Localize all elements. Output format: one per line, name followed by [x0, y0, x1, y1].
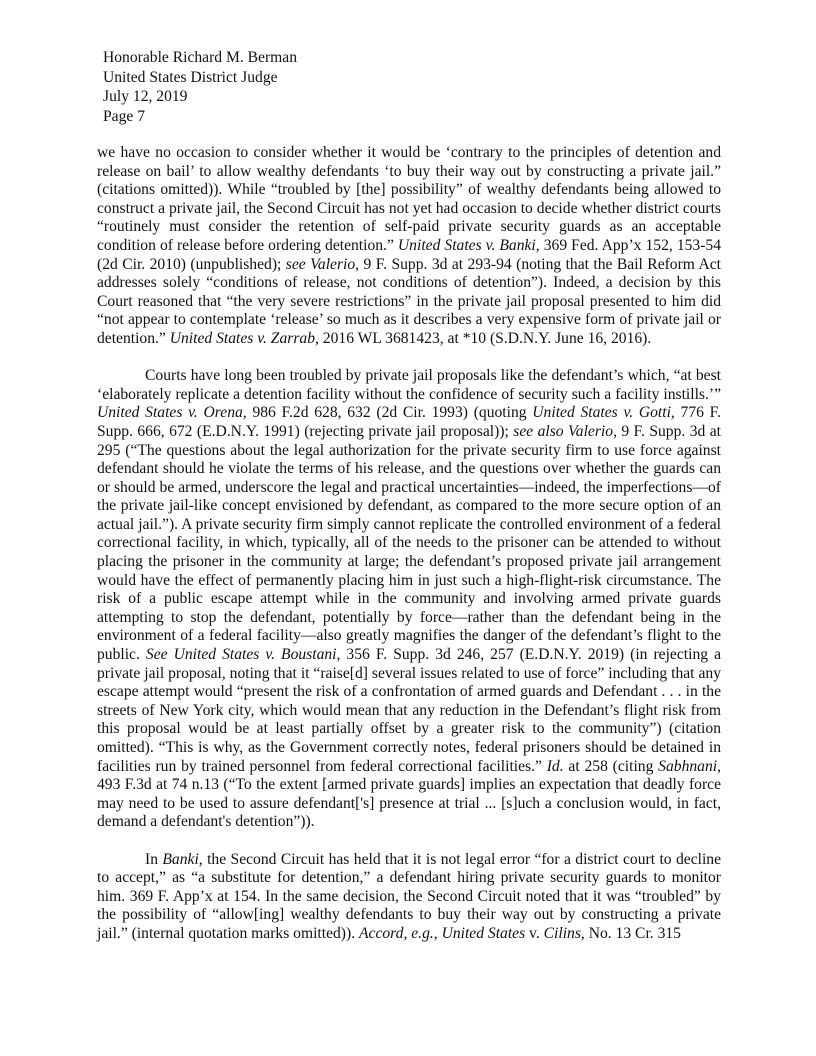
body-paragraph: [97, 367, 721, 832]
paragraph-text: , 776 F. Supp. 666, 672 (E.D.N.Y. 1991) (rejecting private jail proposal));: [97, 404, 721, 440]
case-citation: See United States v. Boustani: [145, 646, 337, 664]
paragraph-text: v.: [525, 924, 544, 942]
body-paragraph: [97, 144, 721, 349]
paragraph-text: , No. 13 Cr. 315: [580, 924, 681, 942]
letter-date: July 12, 2019: [103, 88, 188, 105]
paragraph-text: , 493 F.3d at 74 n.13 (“To the extent [armed private guards] implies an expectation that deadly force may need to be used to assure defendant['s] presence at trial ... [s]uch a conclusion would, in fact, demand a defendant's detention”)).: [97, 757, 721, 831]
paragraph-text: , the Second Circuit has held that it is not legal error “for a district court to decline to accept,” as “a substitute for detention,” a defendant hiring private security guards to monitor him. 369 F. App’x at 154. In the same decision, the Second Circuit noted that it was “troubled” by the possibility of “allow[ing] wealthy defendants to buy their way out by constructing a private jail.” (internal quotation marks omitted)).: [97, 850, 722, 942]
case-citation: United States v. Zarrab: [169, 329, 315, 347]
addressee-title: United States District Judge: [103, 68, 278, 86]
letter-header: [103, 48, 721, 126]
paragraph-text: Courts have long been troubled by private jail proposals like the defendant’s which, “at best ‘elaborately replicate a detention facility without the confidence of security such a facility instills.’”: [97, 367, 721, 403]
letter-page: [97, 48, 721, 962]
paragraph-text: , 2016 WL 3681423, at *10 (S.D.N.Y. June 16, 2016).: [315, 329, 652, 347]
addressee-name: Honorable Richard M. Berman: [103, 49, 298, 66]
page-number: Page 7: [103, 107, 146, 125]
paragraph-text: , 986 F.2d 628, 632 (2d Cir. 1993) (quoting: [242, 404, 533, 422]
paragraph-text: , 9 F. Supp. 3d at 293-94 (noting that the Bail Reform Act addresses solely “conditions of release, not conditions of detention”). Indeed, a decision by this Court reasoned that “the very severe restrictions” in the private jail proposal presented to him did “not appear to contemplate ‘release’ so much as it describes a very expensive form of private jail or detention.”: [97, 255, 721, 347]
paragraph-text: , 9 F. Supp. 3d at 295 (“The questions about the legal authorization for the private security firm to use force against defendant should he violate the terms of his release, and the questions over whether the guards can or should be armed, underscore the legal and practical uncertainties—indeed, the imperfections—of the private jail-like concept envisioned by defendant, as compared to the more secure option of an actual jail.”). A private security firm simply cannot replicate the controlled environment of a federal correctional facility, in which, typically, all of the needs to the prisoner can be attended to without placing the prisoner in the community at large; the defendant’s proposed private jail arrangement would have the effect of permanently placing him in just such a high-flight-risk circumstance. The risk of a public escape attempt while in the community and involving armed private guards attempting to stop the defendant, potentially by force—rather than the defendant being in the environment of a federal facility—also greatly magnifies the danger of the defendant’s flight to the public.: [97, 422, 721, 664]
paragraph-text: In: [145, 850, 163, 868]
letter-body: [97, 144, 721, 944]
case-citation: United States v. Orena: [97, 404, 243, 422]
case-citation: United States v. Banki: [397, 236, 536, 254]
case-citation: see also Valerio: [513, 422, 614, 440]
paragraph-text: at 258 (citing: [563, 757, 659, 775]
case-citation: United States: [441, 924, 526, 942]
case-citation: Banki: [162, 850, 199, 868]
paragraph-text: , 369 Fed. App’x 152, 153-54 (2d Cir. 2010) (unpublished);: [97, 236, 722, 273]
case-citation: see Valerio: [285, 255, 356, 273]
case-citation: Cilins: [543, 924, 581, 942]
body-paragraph: [97, 851, 721, 944]
case-citation: Id.: [546, 757, 564, 775]
case-citation: United States v. Gotti: [532, 404, 671, 422]
case-citation: Sabhnani: [658, 757, 718, 775]
case-citation: Accord, e.g.: [359, 924, 434, 942]
paragraph-text: ,: [433, 924, 442, 942]
paragraph-text: , 356 F. Supp. 3d 246, 257 (E.D.N.Y. 2019) (in rejecting a private jail proposal, noting that it “raise[d] several issues related to use of force” including that any escape attempt would “present the risk of a confrontation of armed guards and Defendant . . . in the streets of New York city, which would mean that any reduction in the Defendant’s flight risk from this proposal would be at least partially offset by a greater risk to the community”) (citation omitted). “This is why, as the Government correctly notes, federal prisoners should be detained in facilities run by trained personnel from federal correctional facilities.”: [97, 646, 721, 775]
paragraph-text: we have no occasion to consider whether it would be ‘contrary to the principles of detention and release on bail’ to allow wealthy defendants ‘to buy their way out by constructing a private jail.” (citations omitted)). While “troubled by [the] possibility” of wealthy defendants being allowed to construct a private jail, the Second Circuit has not yet had occasion to decide whether district courts “routinely must consider the retention of self-paid private security guards as an acceptable condition of release before ordering detention.”: [97, 144, 721, 254]
